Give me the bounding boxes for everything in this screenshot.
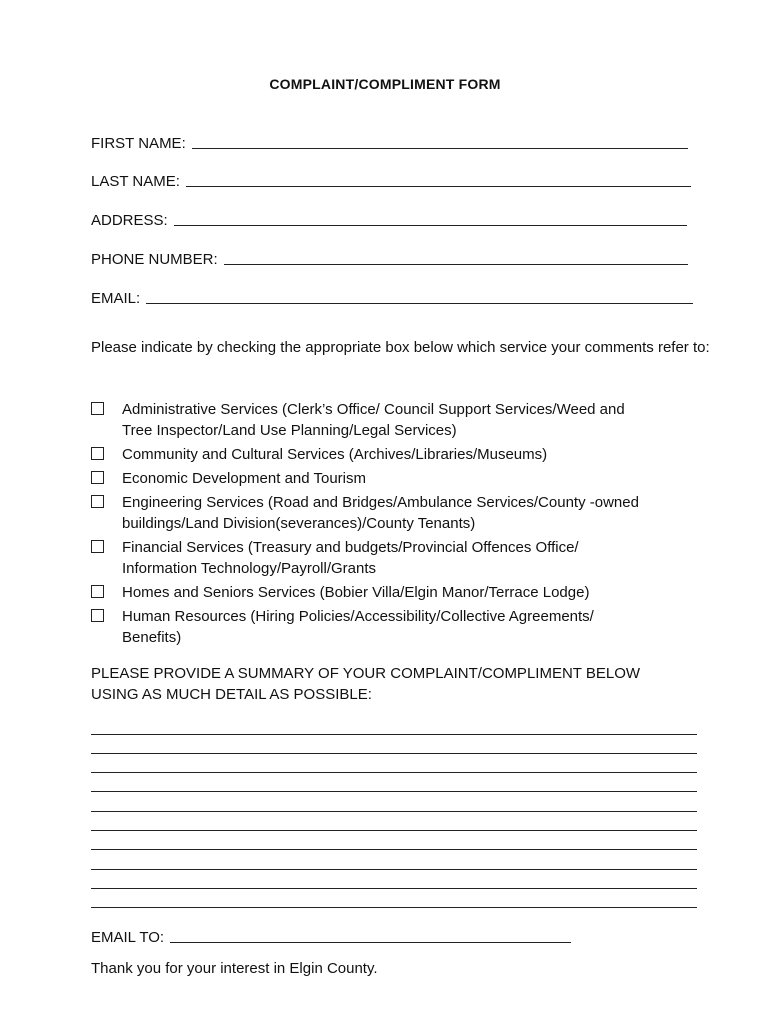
checkbox[interactable] [91,471,104,484]
first-name-line[interactable] [192,148,688,149]
last-name-field[interactable] [91,170,691,190]
email-to-line[interactable] [170,942,571,943]
phone-line[interactable] [224,264,688,265]
summary-line[interactable] [91,907,697,908]
instructions-text: Please indicate by checking the appropriate box below which service your comments refer to: [91,339,710,356]
service-line: Tree Inspector/Land Use Planning/Legal Services) [122,422,457,439]
address-field[interactable] [91,209,687,229]
service-item [91,399,711,441]
last-name-line[interactable] [186,186,691,187]
summary-prompt-line: PLEASE PROVIDE A SUMMARY OF YOUR COMPLAINT/COMPLIMENT BELOW [91,665,641,682]
service-item [91,492,711,534]
service-line: Human Resources (Hiring Policies/Accessibility/Collective Agreements/ [122,608,594,625]
email-label: EMAIL: [91,290,141,307]
checkbox[interactable] [91,540,104,553]
service-item [91,444,711,465]
checkbox[interactable] [91,402,104,415]
first-name-label: FIRST NAME: [91,135,186,152]
email-line[interactable] [146,303,693,304]
phone-label: PHONE NUMBER: [91,251,218,268]
summary-line[interactable] [91,791,697,792]
email-to-field[interactable] [91,929,571,946]
service-item [91,468,711,489]
service-line: Engineering Services (Road and Bridges/Ambulance Services/County -owned [122,494,639,511]
summary-line[interactable] [91,753,697,754]
email-field[interactable] [91,287,693,307]
summary-prompt [91,663,711,705]
summary-line[interactable] [91,734,697,735]
service-line: Economic Development and Tourism [122,470,367,487]
thank-you-text: Thank you for your interest in Elgin County. [91,960,378,977]
summary-line[interactable] [91,849,697,850]
checkbox[interactable] [91,447,104,460]
service-line: Community and Cultural Services (Archives/Libraries/Museums) [122,446,548,463]
checkbox[interactable] [91,609,104,622]
service-item [91,537,711,579]
service-line: buildings/Land Division(severances)/County Tenants) [122,515,476,532]
address-label: ADDRESS: [91,212,168,229]
service-list [91,399,711,648]
summary-line[interactable] [91,811,697,812]
service-line: Homes and Seniors Services (Bobier Villa/Elgin Manor/Terrace Lodge) [122,584,590,601]
service-line: Benefits) [122,629,182,646]
form-title: COMPLAINT/COMPLIMENT FORM [269,76,501,92]
service-item [91,606,711,648]
address-line[interactable] [174,225,687,226]
summary-line[interactable] [91,830,697,831]
service-line: Financial Services (Treasury and budgets/Provincial Offences Office/ [122,539,579,556]
email-to-label: EMAIL TO: [91,929,165,946]
summary-line[interactable] [91,772,697,773]
checkbox[interactable] [91,495,104,508]
service-line: Information Technology/Payroll/Grants [122,560,377,577]
summary-line[interactable] [91,888,697,889]
last-name-label: LAST NAME: [91,173,180,190]
service-item [91,582,711,603]
summary-line[interactable] [91,869,697,870]
checkbox[interactable] [91,585,104,598]
first-name-field[interactable] [91,132,688,152]
summary-prompt-line: USING AS MUCH DETAIL AS POSSIBLE: [91,686,372,703]
service-line: Administrative Services (Clerk’s Office/ Council Support Services/Weed and [122,401,625,418]
phone-field[interactable] [91,248,688,268]
